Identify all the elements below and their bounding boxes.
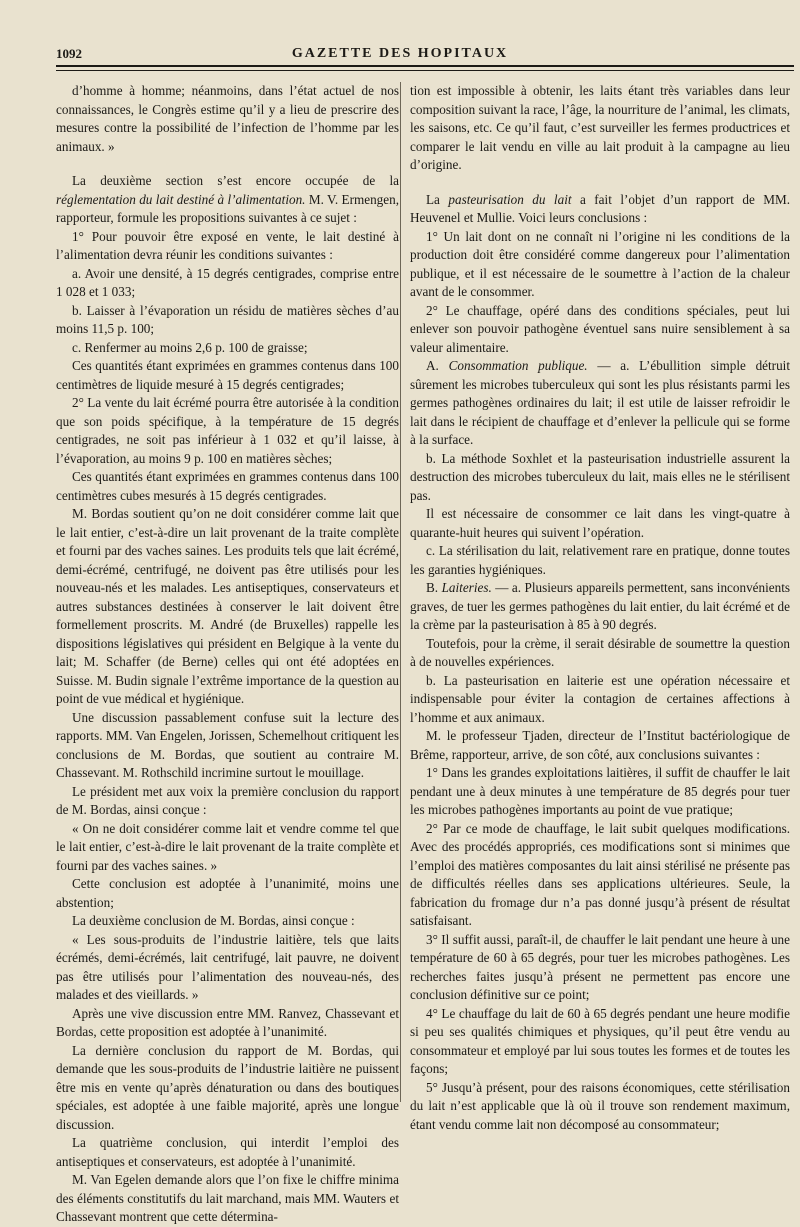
paragraph: 2° Le chauffage, opéré dans des conditions spéciales, peut lui enlever son pouvoir pathogène éventuel sans nuire sensiblement à sa valeur alimentaire. xyxy=(410,302,790,355)
left-column xyxy=(56,82,400,1224)
paragraph: 2° La vente du lait écrémé pourra être autorisée à la condition que son poids spécifique, à la température de 15 degrés centigrades, ne soit pas inférieur à 1 032 et qu’il laisse, à l’évaporation, au moins 9 p. 100 en matières sèches; xyxy=(56,395,399,466)
paragraph: La pasteurisation du lait a fait l’objet d’un rapport de MM. Heuvenel et Mullie. Voici leurs conclusions : xyxy=(410,191,790,225)
paragraph: M. le professeur Tjaden, directeur de l’Institut bactériologique de Brême, rapporteur, arrive, de son côté, aux conclusions suivantes : xyxy=(410,728,790,762)
paragraph: 3° Il suffit aussi, paraît-il, de chauffer le lait pendant une heure à une température de 60 à 65 degrés, pour tuer les microbes pathogènes. Les recherches faites jusqu’à présent ne permettent pas encore une conclusion définitive sur ce point; xyxy=(410,931,790,1002)
paragraph: b. La méthode Soxhlet et la pasteurisation industrielle assurent la destruction des microbes tuberculeux du lait, mais elles ne le stérilisent pas. xyxy=(410,450,790,503)
paragraph: b. Laisser à l’évaporation un résidu de matières sèches d’au moins 11,5 p. 100; xyxy=(56,302,399,336)
paragraph: Le président met aux voix la première conclusion du rapport de M. Bordas, ainsi conçue : xyxy=(56,783,399,817)
paragraph: B. Laiteries. — a. Plusieurs appareils permettent, sans inconvénients graves, de tuer les germes pathogènes du lait entier, du lait écrémé et de la crème par la pasteurisation à 85 à 90 degrés. xyxy=(410,580,791,632)
column-divider xyxy=(400,82,401,1102)
paragraph: La dernière conclusion du rapport de M. Bordas, qui demande que les sous-produits de l’industrie laitière ne puissent être mis en vente qu’après dénaturation ou dans des boutiques spéciales, est adoptée à une faible majorité, après une longue discussion. xyxy=(56,1042,399,1132)
paragraph: 1° Pour pouvoir être exposé en vente, le lait destiné à l’alimentation devra réunir les conditions suivantes : xyxy=(56,228,399,262)
paragraph: Ces quantités étant exprimées en grammes contenus dans 100 centimètres cubes mesurés à 15 degrés centigrades. xyxy=(56,469,399,503)
paragraph: M. Bordas soutient qu’on ne doit considérer comme lait que le lait entier, c’est-à-dire un lait provenant de la traite complète et fourni par des vaches saines. Les produits tels que lait écrémé, demi-écrémé, centrifugé, ne doivent pas être utilisés pour les nouveau-nés et les malades. Les antiseptiques, conservateurs et autres substances destinées à conserver le lait doivent être formellement proscrits. M. André (de Bruxelles) rappelle les dispositions législatives qui président en Belgique à la vente du lait; M. Schaffer (de Berne) celles qui ont été adoptées en Suisse. M. Budin signale l’extrême importance de la question au point de vue médical et hygiénique. xyxy=(56,506,399,706)
paragraph: a. Avoir une densité, à 15 degrés centigrades, comprise entre 1 028 et 1 033; xyxy=(56,265,399,299)
paragraph: 5° Jusqu’à présent, pour des raisons économiques, cette stérilisation du lait n’est applicable que là où il trouve son rendement maximum, étant vendu comme lait non décomposé au consommateur; xyxy=(410,1079,790,1132)
paragraph: 1° Un lait dont on ne connaît ni l’origine ni les conditions de la production doit être considéré comme dangereux pour l’alimentation publique, et il est nécessaire de le soumettre à l’action de la chaleur avant de le consommer. xyxy=(410,228,790,299)
paragraph: « Les sous-produits de l’industrie laitière, tels que laits écrémés, demi-écrémés, lait centrifugé, lait pauvre, ne doivent pas être utilisés pour l’alimentation des nouveau-nés, des malades et des vieillards. » xyxy=(56,931,399,1002)
paragraph: Ces quantités étant exprimées en grammes contenus dans 100 centimètres de liquide mesuré à 15 degrés centigrades; xyxy=(56,358,399,392)
paragraph: 1° Dans les grandes exploitations laitières, il suffit de chauffer le lait pendant une à deux minutes à une température de 85 degrés pour tuer les microbes pathogènes importants au point de vue pratique; xyxy=(410,765,790,817)
paragraph: tion est impossible à obtenir, les laits étant très variables dans leur composition suivant la race, l’âge, la nourriture de l’animal, les climats, les saisons, etc. Ce qu’il faut, c’est surveiller les fermes productrices et comparer le lait vendu en ville au lait produit à la campagne au lieu d’origine. xyxy=(410,83,790,172)
paragraph: La deuxième section s’est encore occupée de la réglementation du lait destiné à l’alimentation. M. V. Ermengen, rapporteur, formule les propositions suivantes à ce sujet : xyxy=(56,173,400,225)
paragraph: c. La stérilisation du lait, relativement rare en pratique, donne toutes les garanties hygiéniques. xyxy=(410,543,790,577)
paragraph: La quatrième conclusion, qui interdit l’emploi des antiseptiques et conservateurs, est adoptée à l’unanimité. xyxy=(56,1135,399,1169)
paragraph: La deuxième conclusion de M. Bordas, ainsi conçue : xyxy=(72,913,355,928)
paragraph: d’homme à homme; néanmoins, dans l’état actuel de nos connaissances, le Congrès estime qu’il y a lieu de prescrire des mesures contre la possibilité de l’infection de l’homme par les animaux. » xyxy=(56,83,399,154)
header-rule xyxy=(56,65,794,67)
right-column xyxy=(410,82,791,1132)
paragraph: A. Consommation publique. — a. L’ébullition simple détruit sûrement les microbes tuberculeux qui sont les plus résistants parmi les germes pathogènes ordinaires du lait; il est utile de laisser refroidir le lait dans le récipient de chauffage et d’enlever la pellicule qui se forme à la surface. xyxy=(410,358,790,447)
paragraph: b. La pasteurisation en laiterie est une opération nécessaire et indispensable pour éviter la contagion de certaines affections à l’homme et aux animaux. xyxy=(410,672,790,725)
paragraph: 4° Le chauffage du lait de 60 à 65 degrés pendant une heure modifie si peu ses qualités chimiques et physiques, qu’il peut être vendu au consommateur et employé par lui sous toutes les formes et de toutes les façons; xyxy=(410,1005,790,1076)
paragraph: « On ne doit considérer comme lait et vendre comme tel que le lait entier, c’est-à-dire le lait provenant de la traite complète et fourni par des vaches saines. » xyxy=(56,820,399,873)
paragraph: c. Renfermer au moins 2,6 p. 100 de graisse; xyxy=(72,339,308,355)
page-header xyxy=(0,0,800,64)
paragraph: Après une vive discussion entre MM. Ranvez, Chassevant et Bordas, cette proposition est adoptée à l’unanimité. xyxy=(56,1005,399,1039)
paragraph: M. Van Egelen demande alors que l’on fixe le chiffre minima des éléments constitutifs du lait marchand, mais MM. Wauters et Chassevant montrent que cette détermina- xyxy=(56,1172,399,1224)
paragraph: Cette conclusion est adoptée à l’unanimité, moins une abstention; xyxy=(56,876,399,910)
page-number: 1092 xyxy=(56,46,82,61)
paragraph: 2° Par ce mode de chauffage, le lait subit quelques modifications. Avec des procédés appropriés, ces modifications sont si minimes que l’emploi des matières composantes du lait ainsi stérilisé ne présente pas de difficultés réelles dans ses applications ultérieures. Seule, la fabrication du fromage dur n’a pas donné jusqu’à présent de résultat satisfaisant. xyxy=(410,820,790,928)
paragraph: Toutefois, pour la crème, il serait désirable de soumettre la question à de nouvelles expériences. xyxy=(410,635,790,669)
header-rule-thin xyxy=(56,70,794,71)
paragraph: Il est nécessaire de consommer ce lait dans les vingt-quatre à quarante-huit heures qui suivent l’opération. xyxy=(410,506,790,540)
paragraph: Une discussion passablement confuse suit la lecture des rapports. MM. Van Engelen, Jorissen, Schemelhout critiquent les conclusions de M. Bordas, que soutient au contraire M. Chassevant. M. Rothschild incrimine surtout le mouillage. xyxy=(56,709,399,780)
journal-title: GAZETTE DES HOPITAUX xyxy=(291,46,509,61)
